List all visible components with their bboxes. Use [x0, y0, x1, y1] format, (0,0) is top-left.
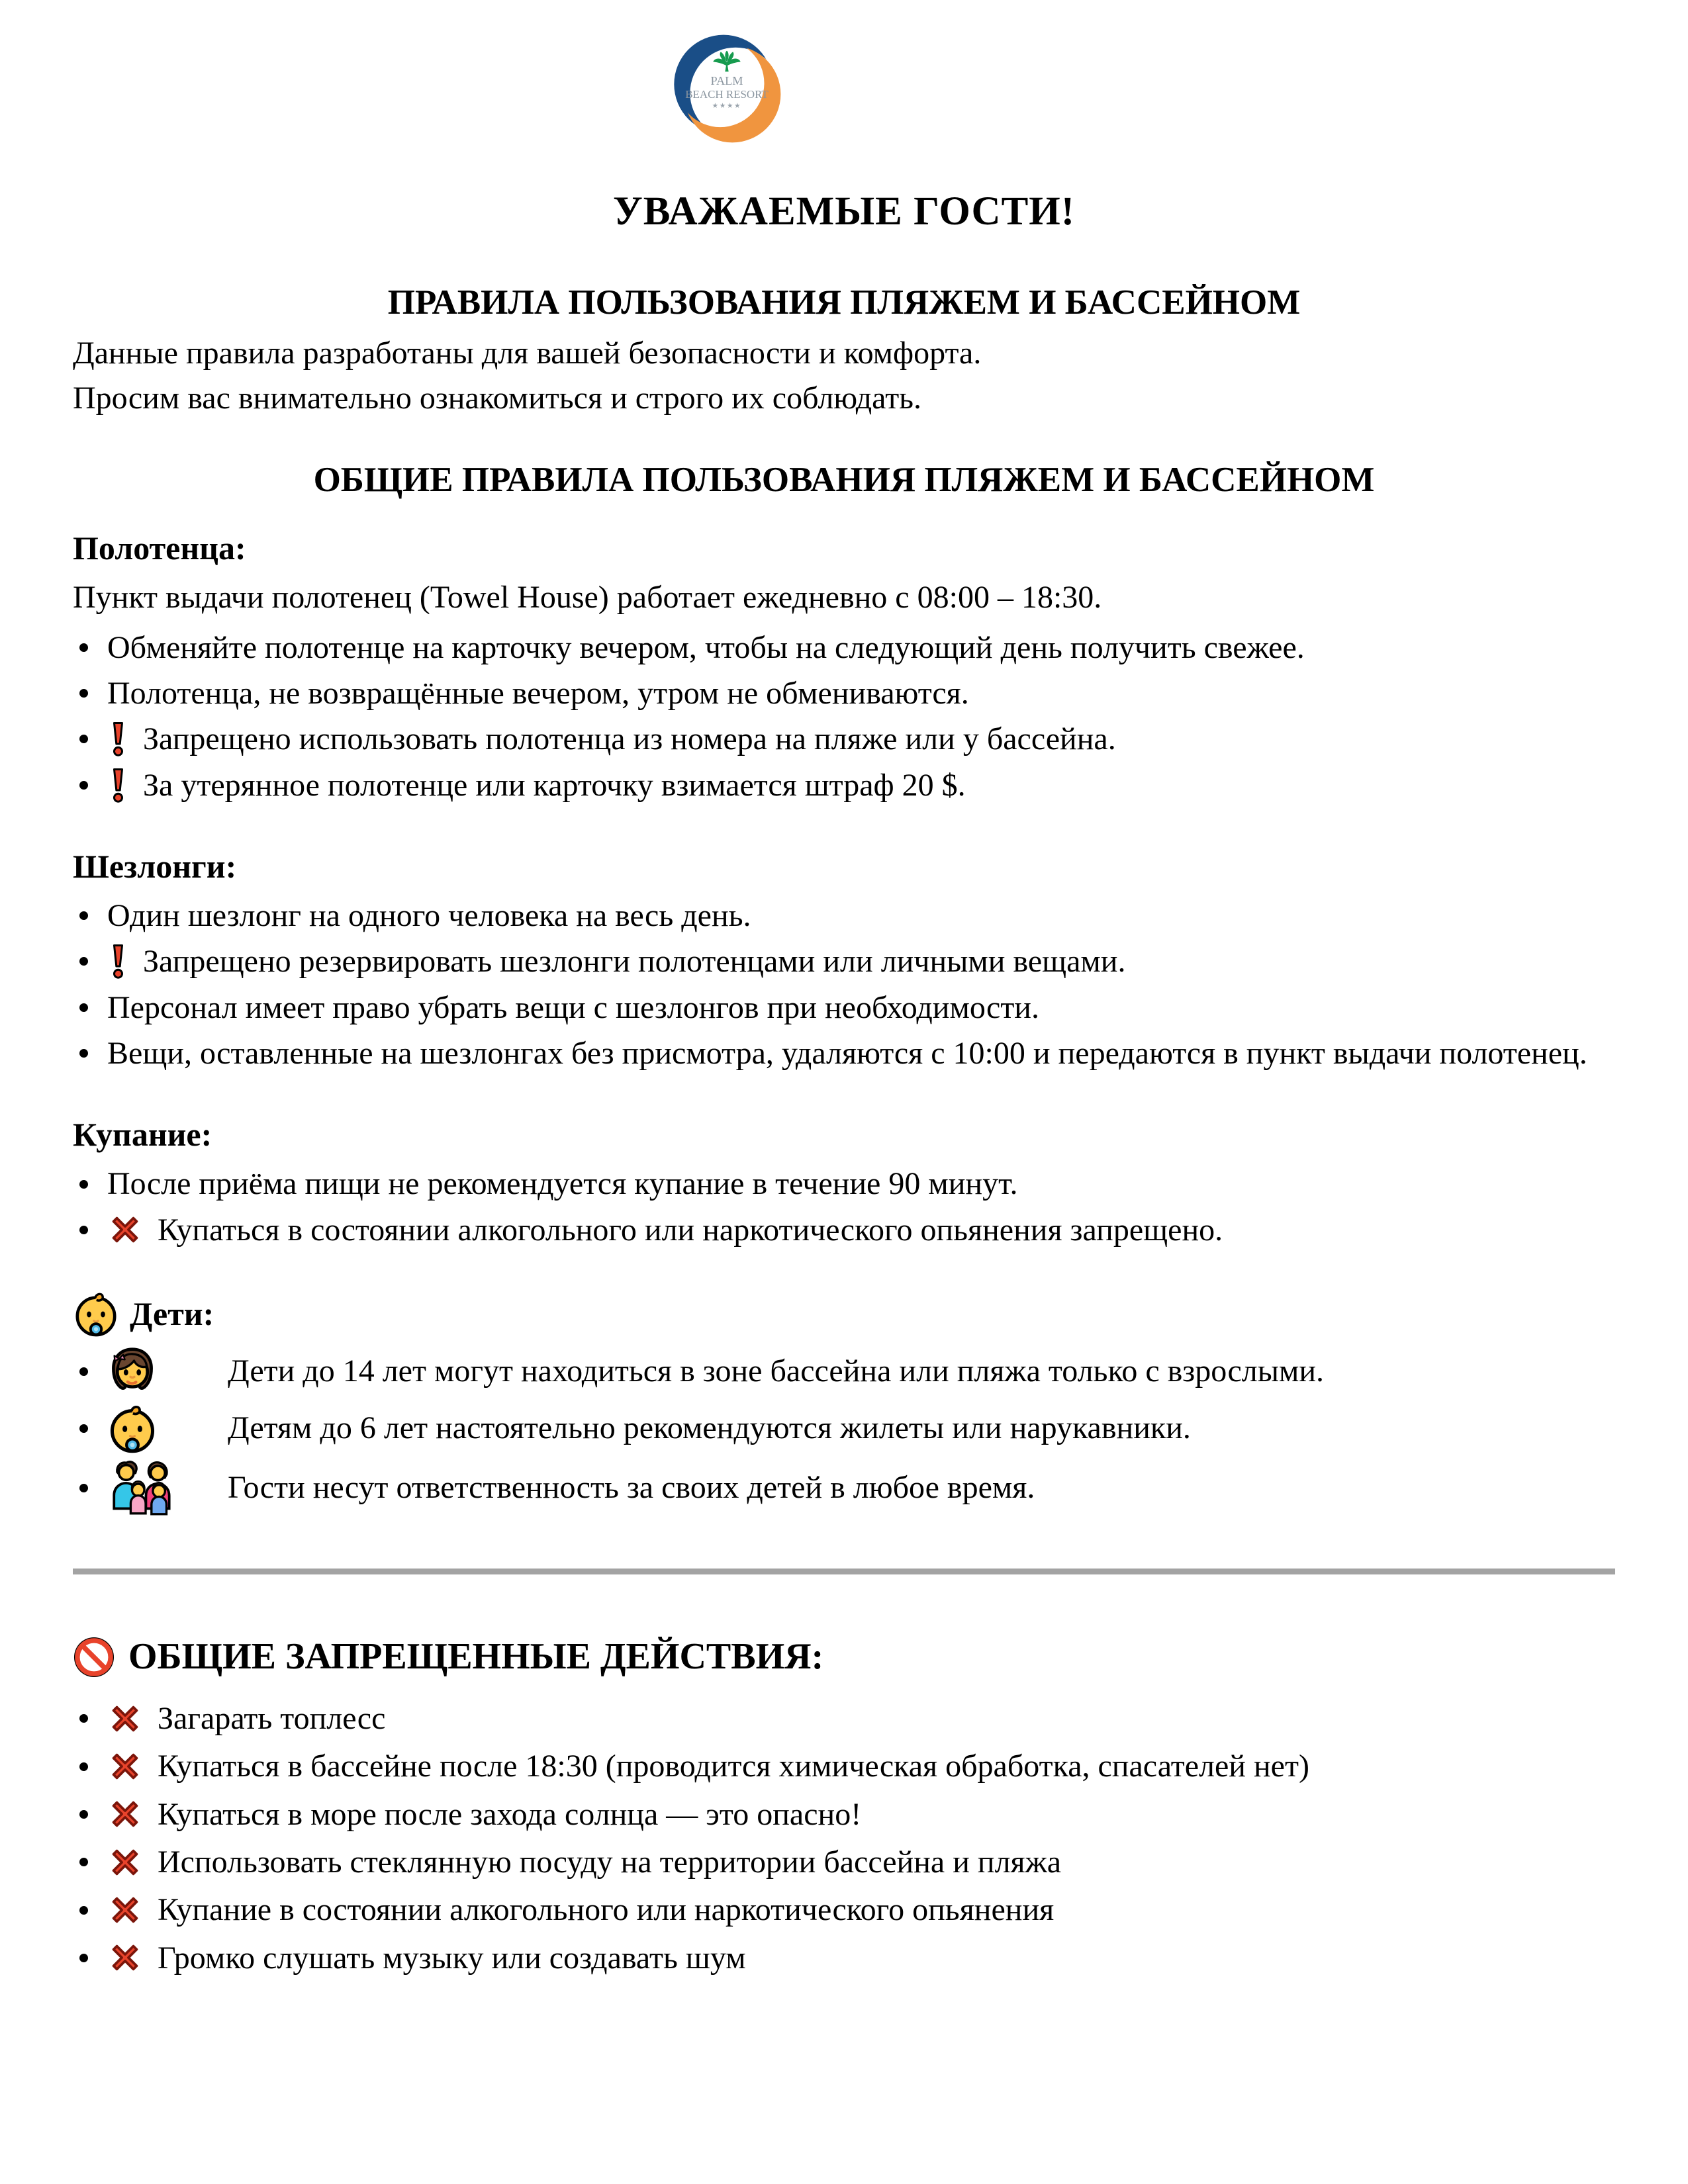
rule-text: Купаться в состоянии алкогольного или наркотического опьянения запрещено. [158, 1212, 1223, 1248]
loungers-title: Шезлонги: [73, 847, 237, 885]
logo-line2: BEACH RESORT [685, 88, 769, 101]
rule-text: Персонал имеет право убрать вещи с шезлонгов при необходимости. [107, 989, 1039, 1025]
rule-item [73, 718, 1615, 760]
swimming-title: Купание: [73, 1116, 212, 1154]
bullet-dot [79, 643, 107, 652]
girl-icon [107, 1345, 228, 1398]
rule-text: Купаться в море после захода солнца — это опасно! [158, 1796, 862, 1832]
baby-icon [107, 1402, 228, 1455]
section-divider [73, 1569, 1615, 1574]
cross-icon [107, 1749, 143, 1784]
section-towels [73, 526, 1615, 806]
rule-item [73, 1032, 1615, 1074]
bullet-dot [79, 1003, 107, 1012]
rule-item [73, 1163, 1615, 1205]
rule-text: Громко слушать музыку или создавать шум [158, 1940, 746, 1976]
exclamation-icon [107, 942, 130, 980]
rule-item [73, 672, 1615, 714]
section-children [73, 1289, 1615, 1517]
bullet-dot [79, 735, 107, 743]
rules-subtitle: ПРАВИЛА ПОЛЬЗОВАНИЯ ПЛЯЖЕМ И БАССЕЙНОМ [387, 283, 1301, 322]
baby-icon [73, 1289, 119, 1338]
intro-line-2: Просим вас внимательно ознакомиться и строго их соблюдать. [73, 380, 922, 416]
rule-text: Вещи, оставленные на шезлонгах без присмотра, удаляются с 10:00 и передаются в пункт выдачи полотенец. [107, 1036, 1587, 1071]
bullet-dot [79, 689, 107, 698]
bullet-dot [79, 1049, 107, 1058]
intro-line-1: Данные правила разработаны для вашей безопасности и комфорта. [73, 336, 982, 371]
bullet-dot [79, 1367, 107, 1376]
cross-icon [107, 1892, 143, 1928]
rule-item [73, 1459, 1615, 1517]
rule-item [73, 1841, 1615, 1883]
section-swimming [73, 1113, 1615, 1251]
rule-item [73, 1209, 1615, 1251]
page-title: УВАЖАЕМЫЕ ГОСТИ! [612, 189, 1076, 234]
section-loungers [73, 844, 1615, 1074]
rule-item [73, 1402, 1615, 1455]
exclamation-icon [107, 766, 130, 804]
rule-text: За утерянное полотенце или карточку взимается штраф 20 $. [143, 767, 966, 803]
rule-text: Купаться в бассейне после 18:30 (проводится химическая обработка, спасателей нет) [158, 1749, 1309, 1784]
bullet-dot [79, 911, 107, 920]
rule-text: Гости несут ответственность за своих детей в любое время. [228, 1470, 1035, 1506]
rule-item [73, 1889, 1615, 1931]
rule-text: Детям до 6 лет настоятельно рекомендуются жилеты или нарукавники. [228, 1410, 1191, 1446]
bullet-dot [79, 1762, 107, 1771]
logo-line1: PALM [710, 74, 743, 88]
rule-text: Запрещено использовать полотенца из номера на пляже или у бассейна. [143, 721, 1116, 757]
rule-item [73, 1745, 1615, 1787]
exclamation-icon [107, 720, 130, 758]
rule-text: Один шезлонг на одного человека на весь день. [107, 897, 751, 933]
cross-icon [107, 1212, 143, 1248]
bullet-dot [79, 1226, 107, 1234]
children-title-row [73, 1289, 1615, 1338]
logo-stars: ★★★★ [712, 103, 742, 111]
rule-item [73, 940, 1615, 982]
rule-item [73, 1937, 1615, 1979]
rule-text: Загарать топлесс [158, 1701, 386, 1736]
bullet-dot [79, 957, 107, 966]
section-prohibited [73, 1633, 1615, 1979]
rule-text: Дети до 14 лет могут находиться в зоне бассейна или пляжа только с взрослыми. [228, 1353, 1325, 1389]
prohibited-header [73, 1633, 1615, 1682]
bullet-dot [79, 781, 107, 790]
rule-text: Обменяйте полотенце на карточку вечером, чтобы на следующий день получить свежее. [107, 629, 1305, 665]
rule-text: После приёма пищи не рекомендуется купание в течение 90 минут. [107, 1166, 1018, 1202]
rule-item [73, 1794, 1615, 1835]
bullet-dot [79, 1954, 107, 1962]
family-icon [107, 1459, 228, 1517]
bullet-dot [79, 1484, 107, 1492]
prohibited-title: ОБЩИЕ ЗАПРЕЩЕННЫЕ ДЕЙСТВИЯ: [128, 1636, 824, 1678]
cross-icon [107, 1940, 143, 1976]
rule-item [73, 1698, 1615, 1739]
towels-title: Полотенца: [73, 529, 246, 567]
bullet-dot [79, 1810, 107, 1819]
resort-logo [671, 30, 782, 147]
bullet-dot [79, 1858, 107, 1866]
rule-item [73, 895, 1615, 936]
cross-icon [107, 1701, 143, 1737]
rule-text: Купание в состоянии алкогольного или наркотического опьянения [158, 1892, 1055, 1928]
cross-icon [107, 1844, 143, 1880]
no-entry-icon [73, 1635, 115, 1679]
towels-intro: Пункт выдачи полотенец (Towel House) работает ежедневно с 08:00 – 18:30. [73, 580, 1102, 615]
cross-icon [107, 1796, 143, 1832]
rule-text: Использовать стеклянную посуду на территории бассейна и пляжа [158, 1844, 1062, 1880]
general-rules-header: ОБЩИЕ ПРАВИЛА ПОЛЬЗОВАНИЯ ПЛЯЖЕМ И БАССЕЙНОМ [313, 461, 1375, 500]
bullet-dot [79, 1906, 107, 1915]
bullet-dot [79, 1424, 107, 1433]
rule-item [73, 627, 1615, 668]
bullet-dot [79, 1180, 107, 1189]
children-title: Дети: [130, 1295, 214, 1333]
rule-item [73, 1345, 1615, 1398]
bullet-dot [79, 1714, 107, 1723]
rule-text: Полотенца, не возвращённые вечером, утром не обмениваются. [107, 675, 969, 711]
rule-item [73, 764, 1615, 806]
rule-text: Запрещено резервировать шезлонги полотенцами или личными вещами. [143, 944, 1126, 979]
rule-item [73, 987, 1615, 1028]
